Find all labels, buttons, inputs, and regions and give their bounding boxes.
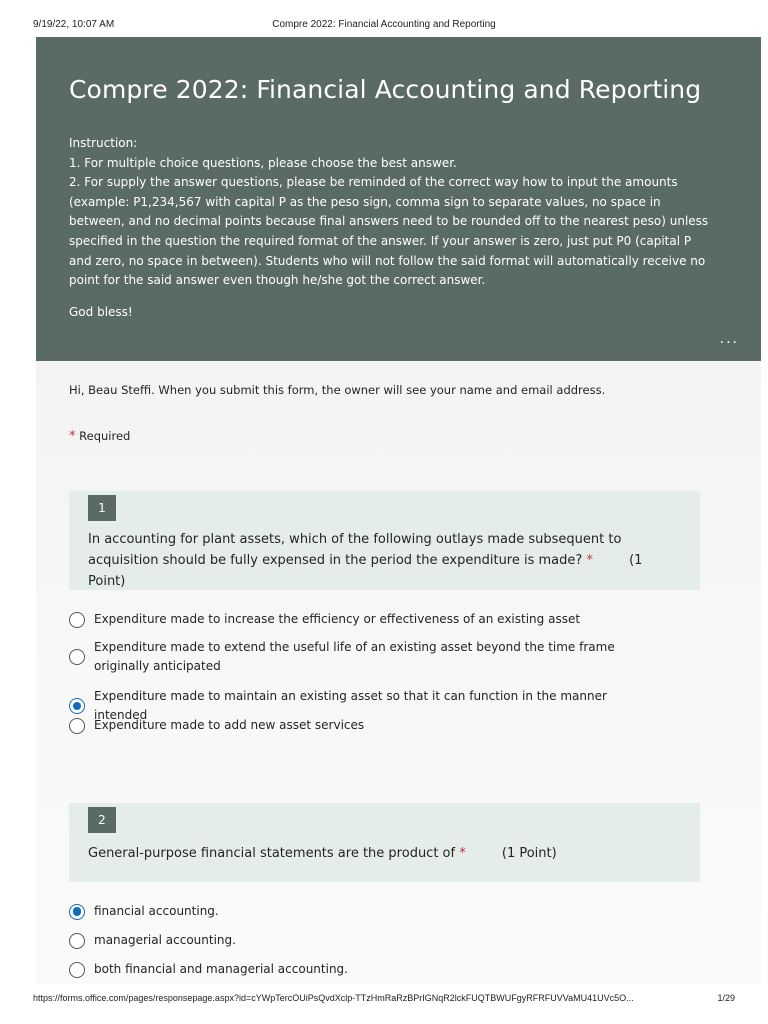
question-number: 2 — [88, 807, 116, 833]
form-title: Compre 2022: Financial Accounting and Reporting — [69, 75, 702, 104]
required-star: * — [69, 429, 76, 444]
radio-button[interactable] — [69, 933, 85, 949]
option-label: Expenditure made to extend the useful life of an existing asset beyond the time frame originally anticipated — [94, 640, 615, 673]
form-body — [36, 361, 761, 984]
form-banner — [36, 37, 761, 361]
option-label: both financial and managerial accounting. — [94, 962, 348, 976]
answer-option[interactable] — [69, 960, 654, 979]
radio-button[interactable] — [69, 649, 85, 665]
question-text — [88, 529, 678, 592]
required-label: Required — [79, 429, 131, 443]
required-star: * — [459, 846, 466, 861]
option-label: Expenditure made to add new asset services — [94, 718, 365, 732]
radio-button-selected[interactable] — [69, 698, 85, 714]
option-label: Expenditure made to maintain an existing asset so that it can function in the manner intended — [94, 689, 607, 722]
question-points: (1 Point) — [88, 553, 643, 589]
answer-option[interactable] — [69, 931, 654, 950]
radio-button-selected[interactable] — [69, 904, 85, 920]
question-points: (1 Point) — [501, 846, 557, 861]
radio-button[interactable] — [69, 718, 85, 734]
option-label: Expenditure made to increase the efficiency or effectiveness of an existing asset — [94, 612, 581, 626]
answer-option[interactable] — [69, 902, 654, 921]
answer-option[interactable] — [69, 716, 654, 735]
question-number: 1 — [88, 495, 116, 521]
question-prompt: General-purpose financial statements are the product of — [88, 846, 456, 861]
required-star: * — [586, 553, 593, 568]
question-card — [69, 803, 700, 882]
option-label: financial accounting. — [94, 904, 219, 918]
option-label: managerial accounting. — [94, 933, 236, 947]
answer-option[interactable] — [69, 638, 654, 676]
print-url: https://forms.office.com/pages/responsepage.aspx?id=cYWpTercOUiPsQvdXclp-TTzHmRaRzBPrIGNqR2lckFUQTBWUFgyRFRFUVVaMU41UVc5O... — [33, 993, 634, 1003]
print-title: Compre 2022: Financial Accounting and Reporting — [272, 19, 496, 30]
page-number: 1/29 — [717, 993, 735, 1003]
radio-button[interactable] — [69, 962, 85, 978]
identity-notice: Hi, Beau Steffi. When you submit this form, the owner will see your name and email address. — [69, 383, 606, 397]
radio-button[interactable] — [69, 612, 85, 628]
required-note — [69, 429, 130, 444]
ellipsis-icon[interactable]: ··· — [719, 335, 739, 351]
instruction-2: 2. For supply the answer questions, please be reminded of the correct way how to input the amounts (example: P1,234,567 with capital P as the peso sign, comma sign to separate values, no space in between, and no decimal points because final answers need to be rounded off to the nearest peso) unless specified in the question the required format of the answer. If your answer is zero, just put P0 (capital P and zero, no space in between). Students who will not follow the said format will automatically receive no point for the said answer even though he/she got the correct answer. — [69, 175, 709, 288]
instruction-1: 1. For multiple choice questions, please choose the best answer. — [69, 155, 457, 170]
print-footer — [0, 990, 768, 1010]
question-text — [88, 843, 678, 864]
print-datetime: 9/19/22, 10:07 AM — [33, 19, 115, 30]
instruction-heading: Instruction: — [69, 136, 138, 150]
closing-text: God bless! — [69, 304, 133, 319]
question-card — [69, 491, 700, 590]
print-header — [0, 0, 768, 36]
question-prompt: In accounting for plant assets, which of the following outlays made subsequent to acquisition should be fully expensed in the period the expenditure is made? — [88, 532, 622, 568]
form-instructions — [69, 134, 709, 322]
answer-option[interactable] — [69, 610, 654, 629]
